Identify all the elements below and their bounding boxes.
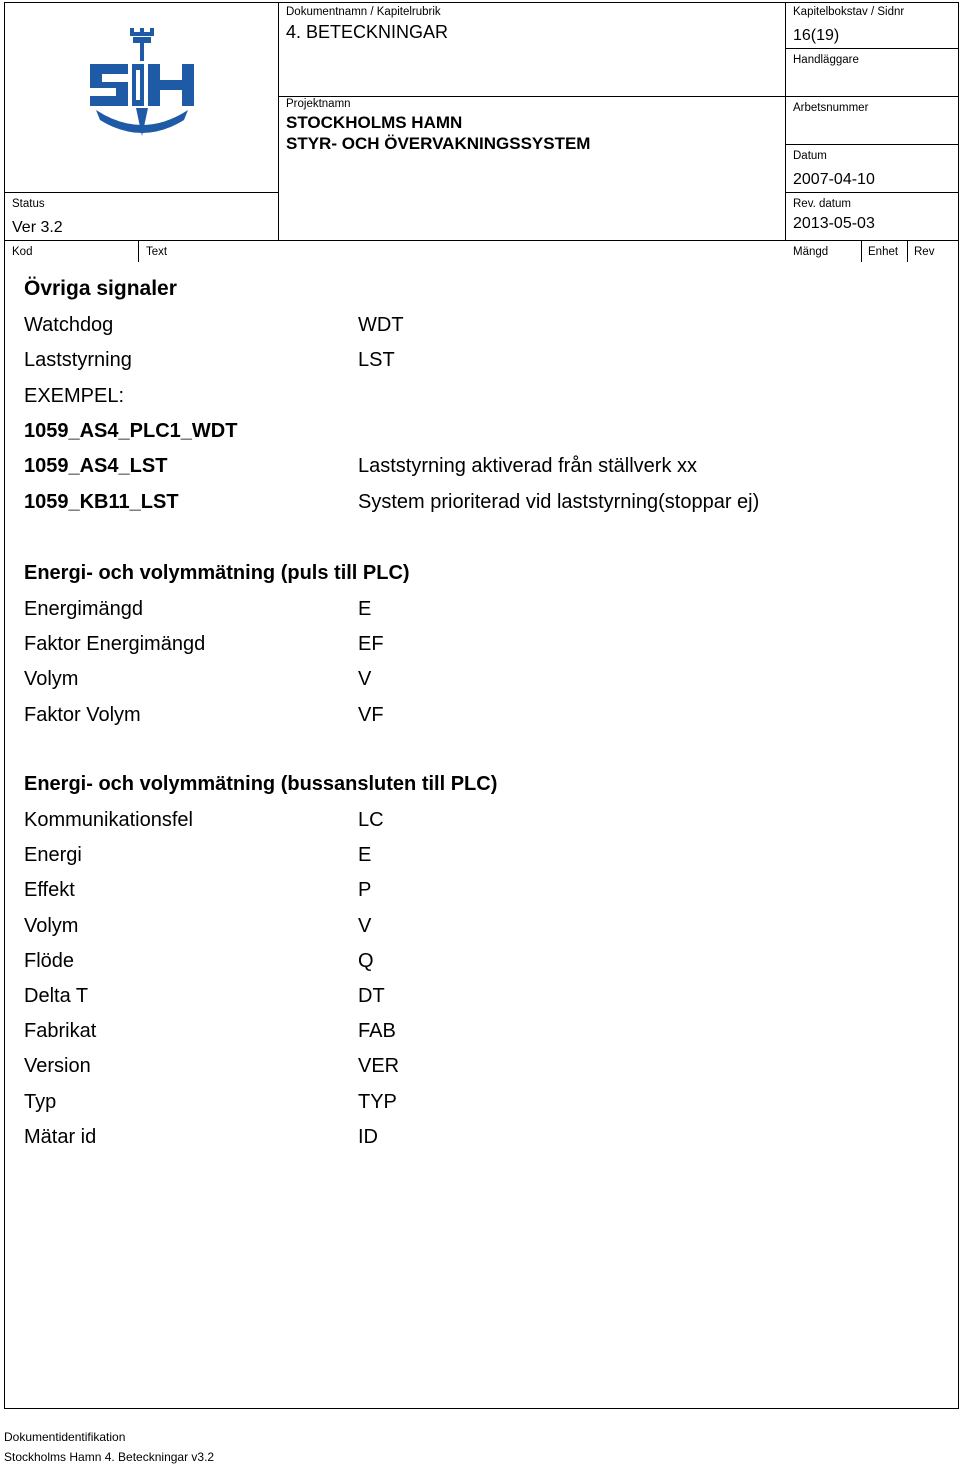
column-text: Text	[146, 246, 168, 258]
status-label: Status	[12, 198, 45, 210]
header-line-date	[785, 192, 958, 193]
signal-code: VER	[358, 1055, 400, 1078]
project-line2: STYR- OCH ÖVERVAKNINGSSYSTEM	[286, 134, 591, 153]
footer-value: Stockholms Hamn 4. Beteckningar v3.2	[4, 1450, 215, 1464]
signal-name: 1059_KB11_LST	[24, 490, 179, 513]
col-divider-rev	[907, 240, 908, 262]
signal-name: Laststyrning	[24, 349, 132, 372]
project-line1: STOCKHOLMS HAMN	[286, 113, 463, 132]
signal-code: V	[358, 914, 372, 937]
header-line-columns	[4, 240, 959, 241]
signal-code: EF	[358, 633, 384, 656]
column-rev: Rev	[914, 246, 935, 258]
signal-name: Faktor Energimängd	[24, 633, 206, 656]
frame-top-line	[4, 2, 959, 3]
signal-code: Q	[358, 949, 374, 972]
signal-code: LST	[358, 349, 395, 372]
logo-emblem-icon	[86, 28, 198, 140]
section-title-puls: Energi- och volymmätning (puls till PLC)	[24, 562, 410, 584]
page-value: 16(19)	[793, 27, 840, 44]
signal-code: Laststyrning aktiverad från ställverk xx	[358, 455, 698, 478]
signal-name: Volym	[24, 668, 79, 691]
signal-name: Flöde	[24, 949, 75, 972]
signal-code: V	[358, 668, 372, 691]
col-divider-enhet	[861, 240, 862, 262]
signal-name: Kommunikationsfel	[24, 809, 193, 831]
signal-code: ID	[358, 1125, 378, 1148]
page-label: Kapitelbokstav / Sidnr	[793, 6, 905, 18]
signal-name: Mätar id	[24, 1125, 97, 1148]
docname-value: 4. BETECKNINGAR	[286, 22, 449, 42]
signal-code: E	[358, 844, 372, 867]
project-label: Projektnamn	[286, 98, 351, 110]
signal-name: Energi	[24, 844, 82, 867]
signal-name: Volym	[24, 914, 79, 937]
signal-code: P	[358, 879, 372, 902]
docname-label: Dokumentnamn / Kapitelrubrik	[286, 6, 441, 18]
section-title-buss: Energi- och volymmätning (bussansluten till PLC)	[24, 773, 498, 795]
revdate-label: Rev. datum	[793, 198, 851, 210]
signal-name: Fabrikat	[24, 1020, 97, 1043]
header-line-job	[785, 144, 958, 145]
signal-name: Version	[24, 1055, 91, 1078]
signal-name: Delta T	[24, 985, 89, 1007]
signal-code: WDT	[358, 314, 404, 336]
column-enhet: Enhet	[868, 246, 899, 258]
column-kod: Kod	[12, 246, 33, 258]
signal-name: Effekt	[24, 879, 75, 902]
handler-label: Handläggare	[793, 54, 859, 66]
frame-left-line	[4, 2, 5, 1408]
signal-name: Energimängd	[24, 598, 143, 620]
header-divider-left	[278, 2, 279, 240]
revdate-value: 2013-05-03	[793, 215, 875, 232]
signal-code: VF	[358, 703, 384, 726]
jobnumber-label: Arbetsnummer	[793, 102, 869, 114]
header-line-page	[785, 48, 958, 49]
signal-code: FAB	[358, 1020, 396, 1043]
signal-name: 1059_AS4_LST	[24, 455, 168, 478]
signal-name: Faktor Volym	[24, 703, 141, 726]
signal-name: Watchdog	[24, 314, 114, 336]
date-value: 2007-04-10	[793, 171, 875, 188]
signal-code: System prioriterad vid laststyrning(stoppar ej)	[358, 490, 760, 513]
signal-name: 1059_AS4_PLC1_WDT	[24, 419, 238, 442]
frame-bottom-line	[4, 1408, 959, 1409]
col-divider-text	[138, 240, 139, 262]
signal-code: E	[358, 598, 372, 620]
signal-name: Typ	[24, 1090, 57, 1113]
date-label: Datum	[793, 150, 827, 162]
header-line-status	[4, 192, 278, 193]
signal-code: TYP	[358, 1090, 397, 1113]
signal-code: DT	[358, 985, 385, 1007]
frame-right-line	[958, 2, 959, 1408]
header-line-project	[278, 96, 958, 97]
status-value: Ver 3.2	[12, 219, 63, 236]
footer-label: Dokumentidentifikation	[4, 1430, 126, 1444]
header-divider-right	[785, 2, 786, 240]
section-title-ovriga-signaler: Övriga signaler	[24, 277, 177, 300]
column-mangd: Mängd	[793, 246, 829, 258]
signal-name: EXEMPEL:	[24, 384, 125, 407]
company-logo	[86, 28, 198, 140]
signal-code: LC	[358, 809, 384, 831]
